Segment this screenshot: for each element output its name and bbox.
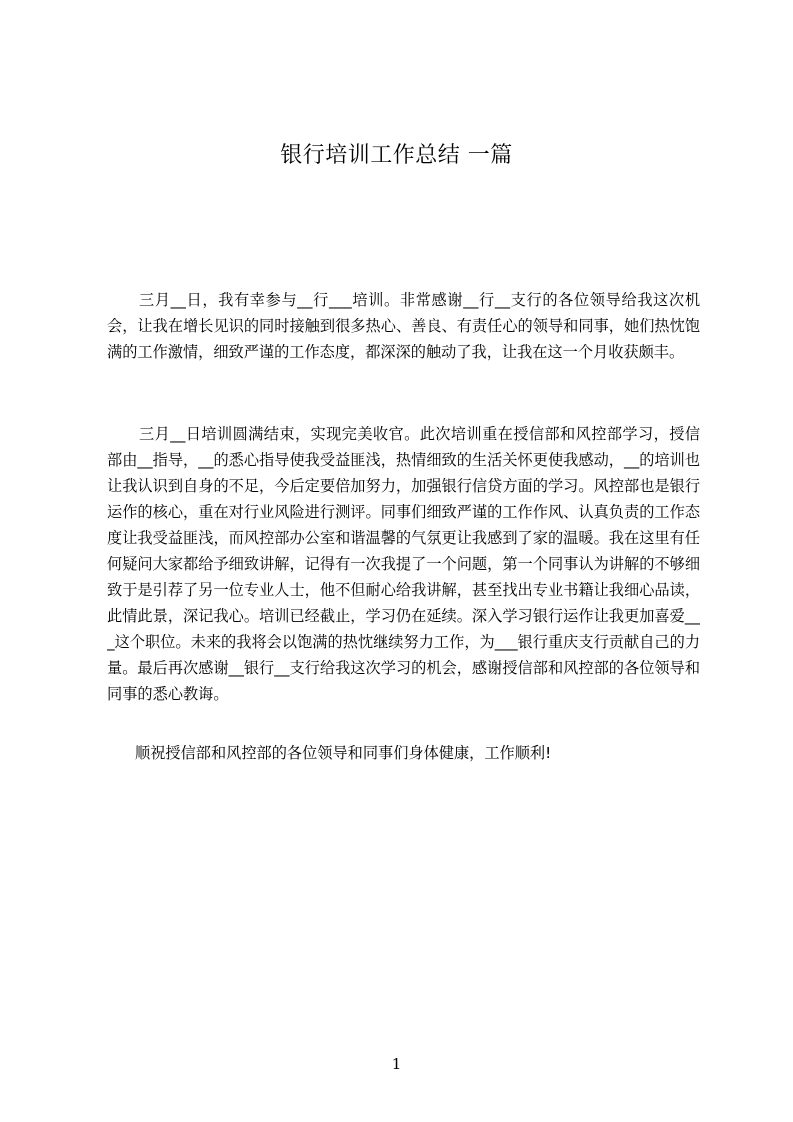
body-paragraph-3: 顺祝授信部和风控部的各位领导和同事们身体健康，工作顺利!: [135, 744, 552, 762]
page-number: 1: [391, 1055, 402, 1073]
body-paragraph-1: 三月__日，我有幸参与__行___培训。非常感谢__行__支行的各位领导给我这次机会，让我在增长见识的同时接触到很多热心、善良、有责任心的领导和同事，她们热忱饱满的工作激情，细致严谨的工作态度，都深深的触动了我，让我在这一个月收获颇丰。: [107, 291, 700, 361]
document-title: 银行培训工作总结 一篇: [280, 143, 513, 168]
body-paragraph-2: 三月__日培训圆满结束，实现完美收官。此次培训重在授信部和风控部学习，授信部由__指导，__的悉心指导使我受益匪浅，热情细致的生活关怀更使我感动，__的培训也让我认识到自身的不足，今后定要倍加努力，加强银行信贷方面的学习。风控部也是银行运作的核心，重在对行业风险进行测评。同事们细致严谨的工作作风、认真负责的工作态度让我受益匪浅，而风控部办公室和谐温馨的气氛更让我感到了家的温暖。我在这里有任何疑问大家都给予细致讲解，记得有一次我提了一个问题，第一个同事认为讲解的不够细致于是引荐了另一位专业人士，他不但耐心给我讲解，甚至找出专业书籍让我细心品读，此情此景，深记我心。培训已经截止，学习仍在延续。深入学习银行运作让我更加喜爱___这个职位。未来的我将会以饱满的热忱继续努力工作，为___银行重庆支行贡献自己的力量。最后再次感谢__银行__支行给我这次学习的机会，感谢授信部和风控部的各位领导和同事的悉心教诲。: [107, 425, 700, 703]
